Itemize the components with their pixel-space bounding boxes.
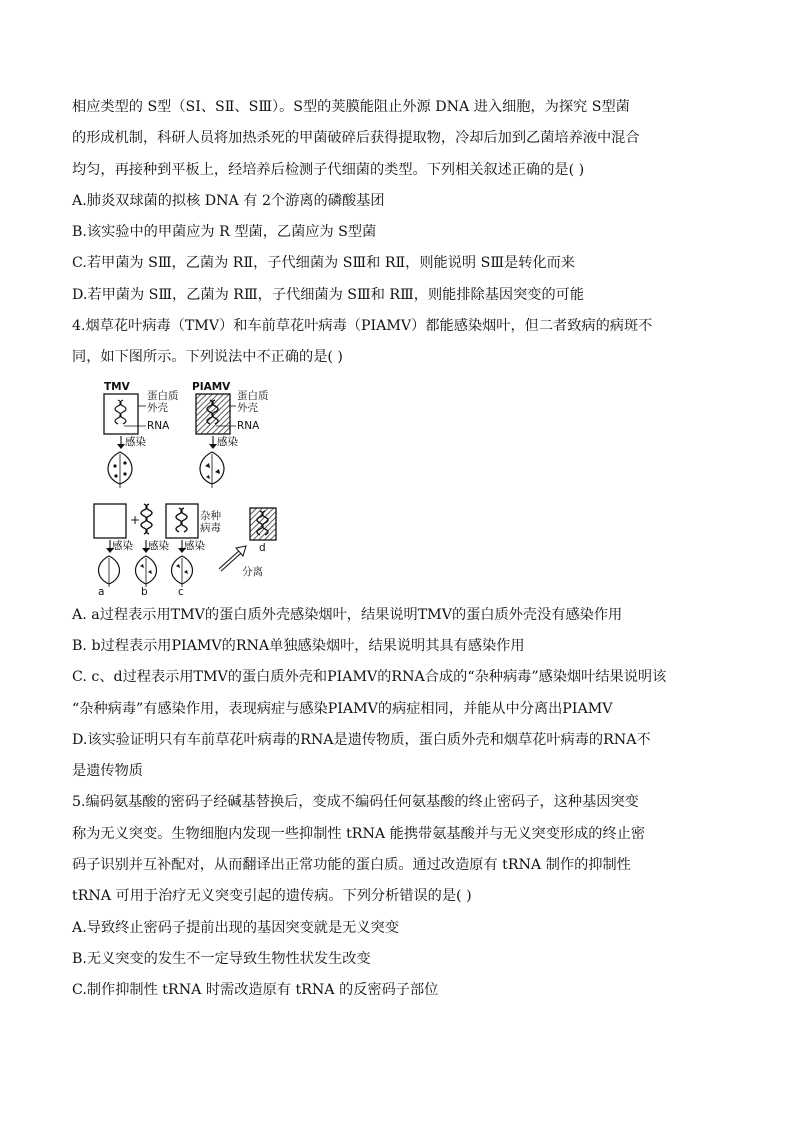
q5-option-c: C.制作抑制性 tRNA 时需改造原有 tRNA 的反密码子部位: [72, 982, 439, 999]
q4-stem-line: 同，如下图所示。下列说法中不正确的是( ): [72, 349, 343, 366]
piamv-label: PIAMV: [192, 380, 231, 393]
rna-label: RNA: [237, 419, 260, 432]
q4-option-b: B. b过程表示用PIAMV的RNA单独感染烟叶，结果说明其具有感染作用: [72, 637, 525, 654]
separated-virus-diagram: [250, 508, 276, 540]
protein-coat-label-1: 蛋白质: [237, 389, 269, 402]
label-b: b: [141, 585, 148, 598]
rna-label: RNA: [147, 419, 170, 432]
q3-option-b: B.该实验中的甲菌应为 R 型菌，乙菌应为 S型菌: [72, 224, 377, 241]
q3-option-c: C.若甲菌为 SⅢ，乙菌为 RⅡ，子代细菌为 SⅢ和 RⅡ，则能说明 SⅢ是转化而来: [72, 255, 575, 272]
q4-stem-line: 4.烟草花叶病毒（TMV）和车前草花叶病毒（PIAMV）都能感染烟叶，但二者致病的病斑不: [72, 318, 653, 335]
q4-option-d: 是遗传物质: [72, 763, 143, 780]
plus-sign: +: [130, 512, 141, 527]
q5-stem-line: 码子识别并互补配对，从而翻译出正常功能的蛋白质。通过改造原有 tRNA 制作的抑制性: [72, 857, 631, 874]
infect-label: 感染: [148, 539, 169, 552]
q3-option-d: D.若甲菌为 SⅢ，乙菌为 RⅢ，子代细菌为 SⅢ和 RⅢ，则能排除基因突变的可能: [72, 286, 585, 303]
label-c: c: [178, 585, 184, 598]
q4-option-c: C. c、d过程表示用TMV的蛋白质外壳和PIAMV的RNA合成的“杂种病毒”感染烟叶结果说明该: [72, 669, 667, 686]
q5-option-a: A.导致终止密码子提前出现的基因突变就是无义突变: [72, 919, 399, 936]
q3-stem-line: 均匀，再接种到平板上，经培养后检测子代细菌的类型。下列相关叙述正确的是( ): [72, 161, 585, 178]
q5-stem-line: 5.编码氨基酸的密码子经碱基替换后，变成不编码任何氨基酸的终止密码子，这种基因突变: [72, 794, 639, 811]
q3-stem-line: 相应类型的 S型（SⅠ、SⅡ、SⅢ）。S型的荚膜能阻止外源 DNA 进入细胞，为探究 S型菌: [72, 99, 630, 115]
tmv-label: TMV: [104, 380, 130, 393]
q4-option-a: A. a过程表示用TMV的蛋白质外壳感染烟叶，结果说明TMV的蛋白质外壳没有感染作用: [72, 606, 623, 623]
protein-coat-label-2: 外壳: [237, 401, 258, 414]
q5-stem-line: tRNA 可用于治疗无义突变引起的遗传病。下列分析错误的是( ): [72, 888, 472, 905]
q5-stem-line: 称为无义突变。生物细胞内发现一些抑制性 tRNA 能携带氨基酸并与无义突变形成的终止密: [72, 825, 646, 842]
q5-option-b: B.无义突变的发生不一定导致生物性状发生改变: [72, 950, 371, 967]
q3-stem-line: 的形成机制，科研人员将加热杀死的甲菌破碎后获得提取物，冷却后加到乙菌培养液中混合: [72, 130, 640, 147]
label-d: d: [259, 541, 266, 554]
virus-experiment-figure: [90, 380, 320, 598]
document-page: [72, 92, 722, 1007]
infect-label: 感染: [125, 435, 146, 448]
infect-label: 感染: [217, 435, 238, 448]
protein-coat-label-2: 外壳: [147, 401, 168, 414]
hybrid-virus-label-2: 病毒: [200, 521, 221, 534]
hybrid-virus-label-1: 杂种: [200, 509, 221, 522]
protein-coat-label-1: 蛋白质: [147, 389, 179, 402]
label-a: a: [98, 585, 105, 598]
figure-drawing: [90, 380, 320, 598]
infect-label: 感染: [184, 539, 205, 552]
q3-option-a: A.肺炎双球菌的拟核 DNA 有 2个游离的磷酸基团: [72, 192, 385, 209]
q4-option-d: D.该实验证明只有车前草花叶病毒的RNA是遗传物质，蛋白质外壳和烟草花叶病毒的RNA不: [72, 731, 651, 748]
q4-option-c: “杂种病毒”有感染作用，表现病症与感染PIAMV的病症相同，并能从中分离出PIAMV: [72, 700, 613, 717]
separate-label: 分离: [242, 565, 263, 578]
infect-label: 感染: [112, 539, 133, 552]
